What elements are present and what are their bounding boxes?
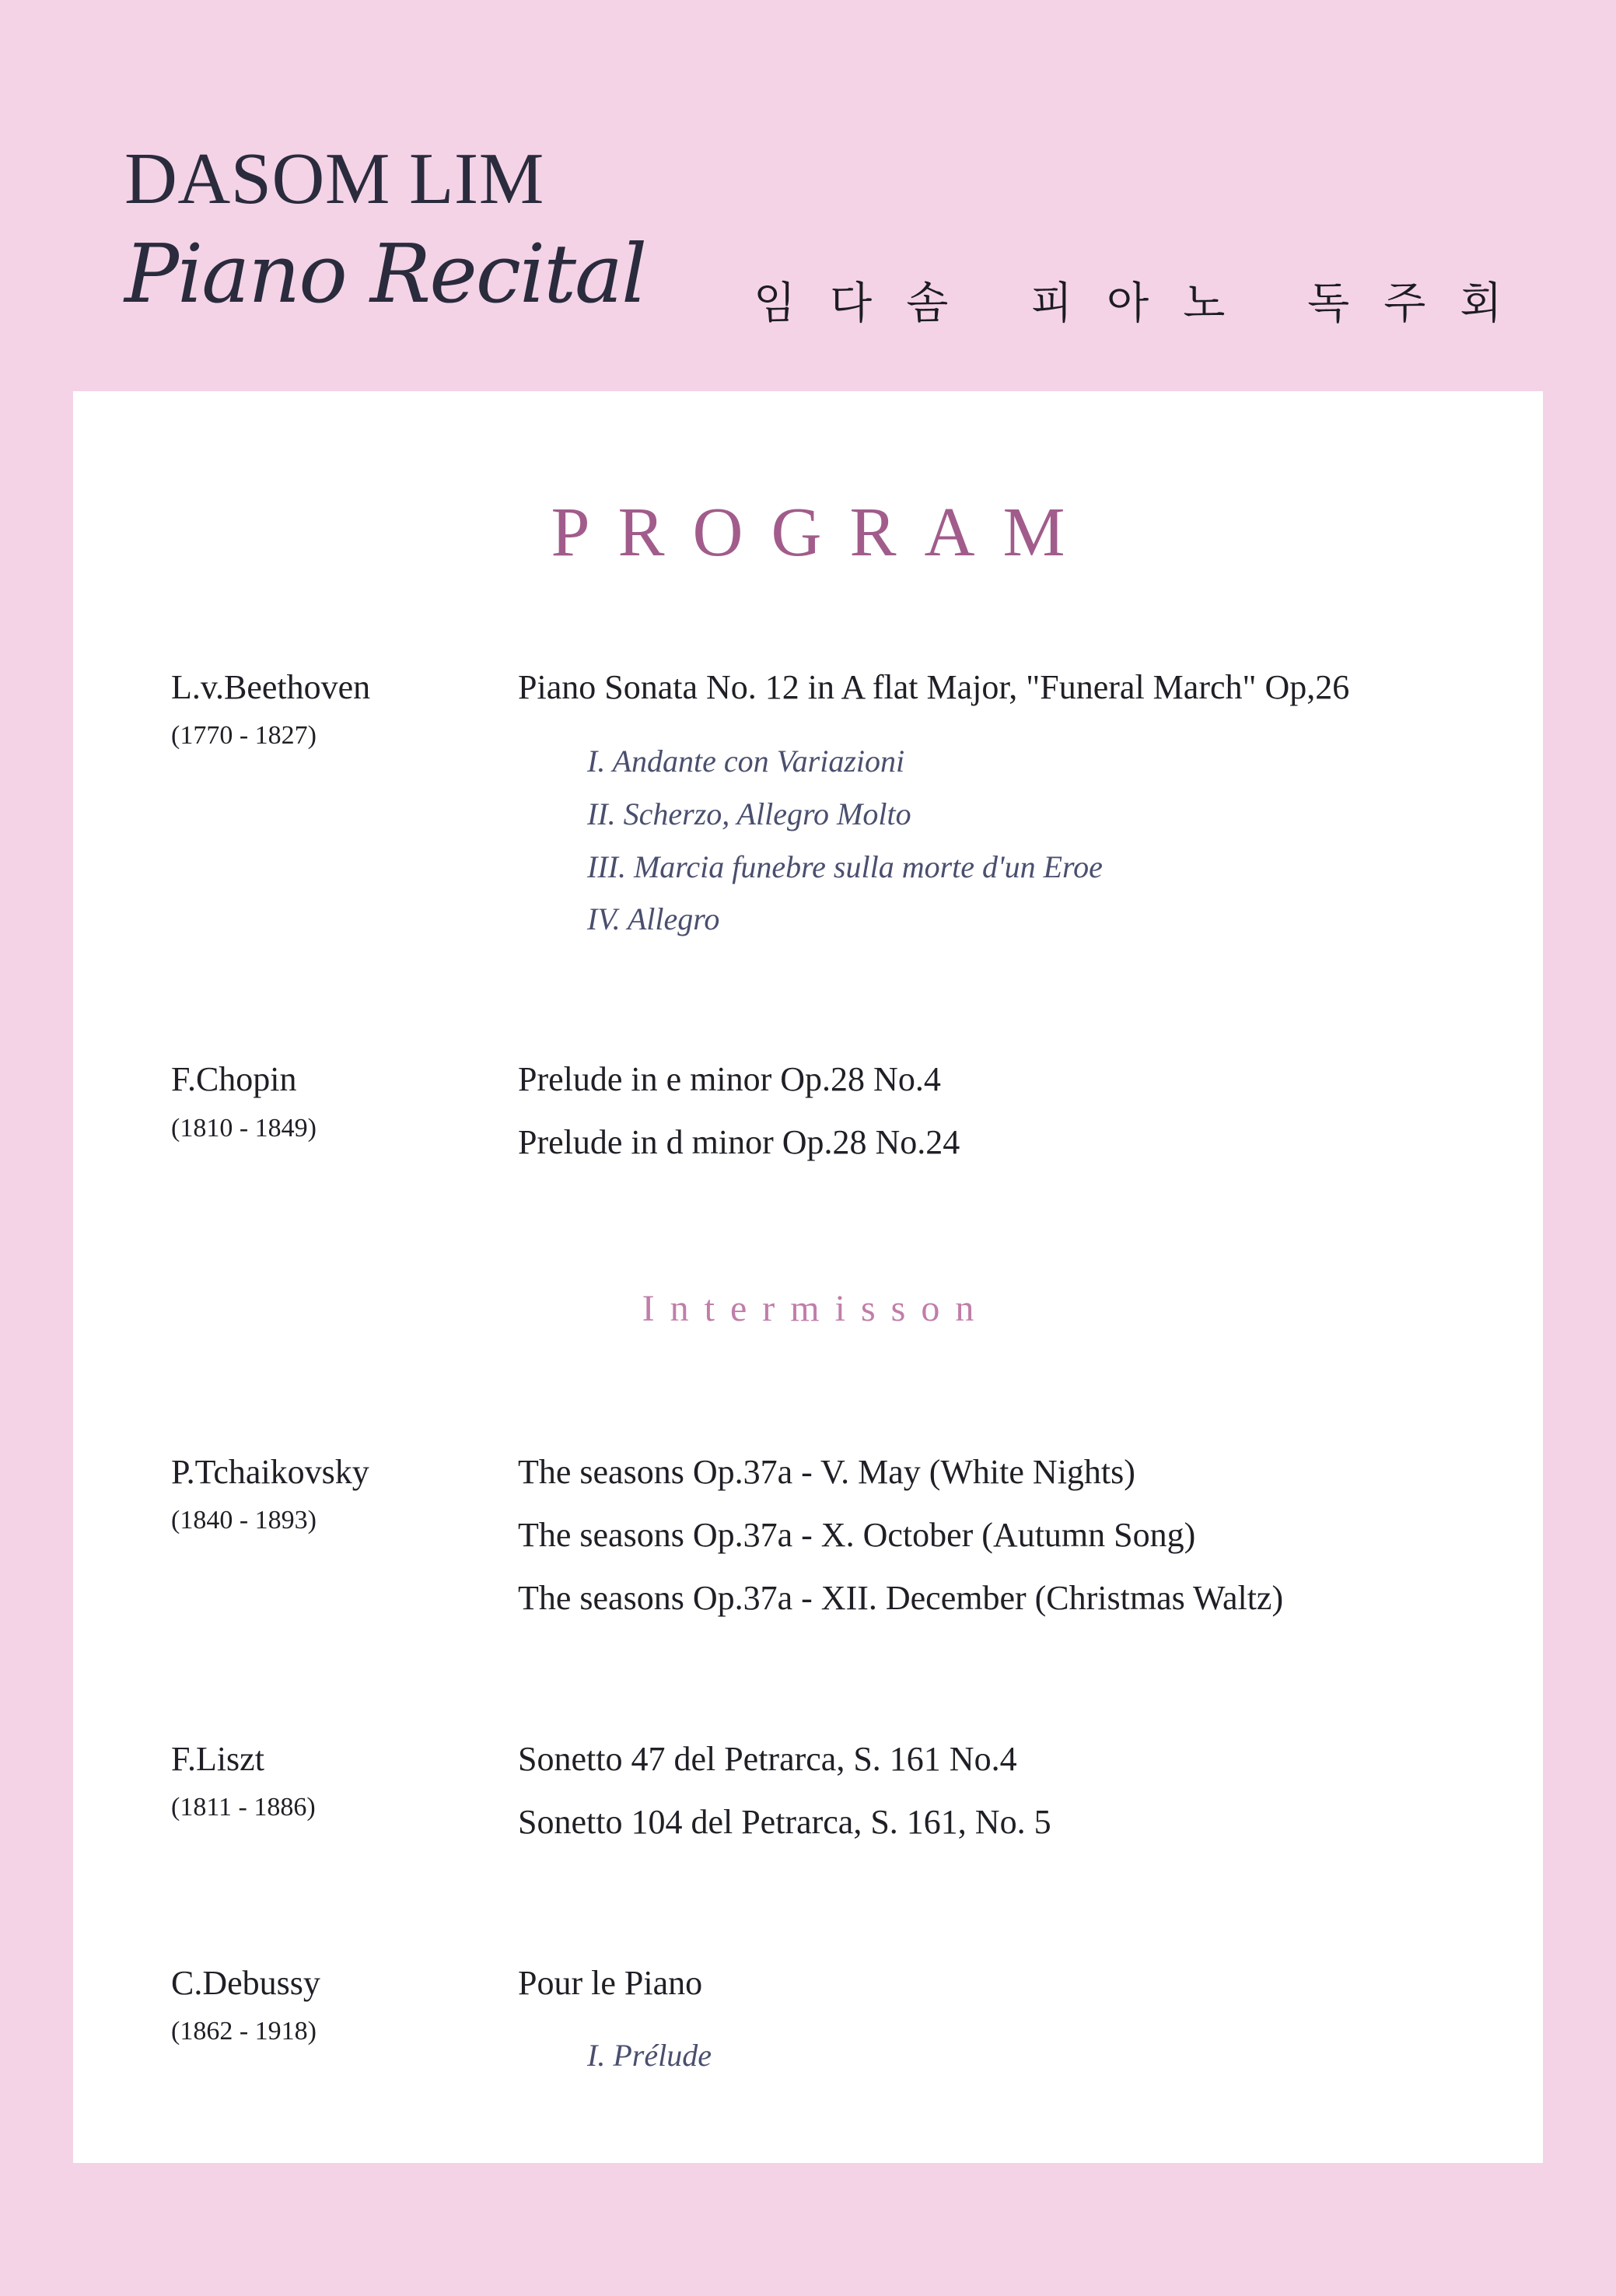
program-panel (73, 391, 1543, 2163)
movement-title: II. Scherzo, Allegro Molto (587, 796, 911, 831)
work-title: The seasons Op.37a - XII. December (Christmas Waltz) (518, 1579, 1284, 1617)
work-title: The seasons Op.37a - V. May (White Nights) (518, 1453, 1135, 1491)
work-title: Sonetto 104 del Petrarca, S. 161, No. 5 (518, 1803, 1051, 1841)
korean-title: 임다솜 피아노 독주회 (754, 278, 1537, 329)
movement-title: III. Marcia funebre sulla morte d'un Eroe (587, 849, 1103, 884)
composer-dates: (1862 - 1918) (171, 2017, 317, 2046)
composer-dates: (1811 - 1886) (171, 1793, 316, 1822)
work-title: Piano Sonata No. 12 in A flat Major, "Funeral March" Op,26 (518, 668, 1350, 706)
program-heading: PROGRAM (551, 494, 1093, 571)
performer-name: DASOM LIM (124, 138, 544, 219)
work-title: Prelude in e minor Op.28 No.4 (518, 1060, 941, 1098)
intermission-label: Intermisson (642, 1288, 990, 1329)
work-title: Prelude in d minor Op.28 No.24 (518, 1123, 960, 1161)
composer-dates: (1770 - 1827) (171, 721, 317, 750)
movement-title: I. Andante con Variazioni (587, 744, 905, 779)
composer-dates: (1810 - 1849) (171, 1114, 317, 1143)
movement-title: IV. Allegro (587, 901, 720, 936)
work-title: Sonetto 47 del Petrarca, S. 161 No.4 (518, 1740, 1017, 1778)
composer-name: P.Tchaikovsky (171, 1453, 369, 1491)
composer-name: F.Liszt (171, 1740, 264, 1778)
event-title: Piano Recital (124, 226, 646, 321)
work-title: The seasons Op.37a - X. October (Autumn Song) (518, 1516, 1196, 1554)
composer-name: F.Chopin (171, 1060, 297, 1098)
composer-name: L.v.Beethoven (171, 668, 371, 706)
composer-name: C.Debussy (171, 1964, 320, 2002)
composer-dates: (1840 - 1893) (171, 1506, 317, 1535)
movement-title: I. Prélude (587, 2038, 712, 2073)
work-title: Pour le Piano (518, 1964, 703, 2002)
